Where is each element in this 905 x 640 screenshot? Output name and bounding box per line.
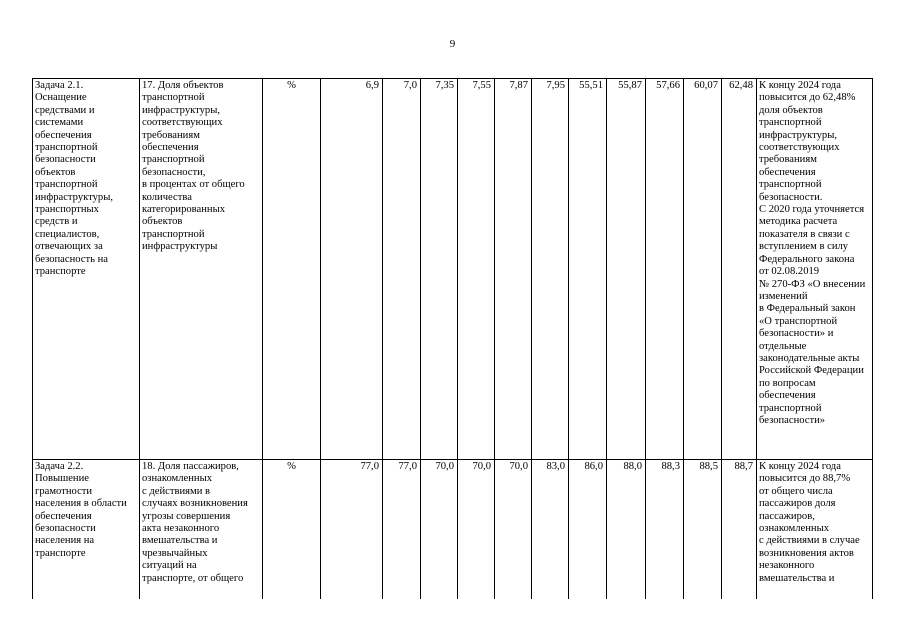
value-cell: 88,5 <box>684 460 722 600</box>
value-cell: 55,87 <box>607 79 646 460</box>
value-cell: 88,0 <box>607 460 646 600</box>
value-cell: 70,0 <box>421 460 458 600</box>
task-cell: Задача 2.2. Повышение грамотности населения в области обеспечения безопасности населения на транспорте <box>33 460 140 600</box>
unit-cell: % <box>263 79 321 460</box>
value-cell: 7,95 <box>532 79 569 460</box>
value-cell: 88,3 <box>646 460 684 600</box>
value-cell: 60,07 <box>684 79 722 460</box>
value-cell: 62,48 <box>722 79 757 460</box>
value-cell: 55,51 <box>569 79 607 460</box>
page-number: 9 <box>449 38 456 50</box>
table-row <box>33 460 873 600</box>
value-cell: 70,0 <box>495 460 532 600</box>
value-cell: 88,7 <box>722 460 757 600</box>
value-cell: 7,55 <box>458 79 495 460</box>
value-cell: 6,9 <box>321 79 383 460</box>
unit-cell: % <box>263 460 321 600</box>
note-cell: К концу 2024 года повысится до 88,7% от общего числа пассажиров доля пассажиров, ознакомленных с действиями в случае возникновения актов незаконного вмешательства и <box>757 460 873 600</box>
indicators-table <box>32 78 873 599</box>
value-cell: 86,0 <box>569 460 607 600</box>
value-cell: 57,66 <box>646 79 684 460</box>
value-cell: 7,35 <box>421 79 458 460</box>
value-cell: 77,0 <box>321 460 383 600</box>
value-cell: 77,0 <box>383 460 421 600</box>
note-cell: К концу 2024 года повысится до 62,48% доля объектов транспортной инфраструктуры, соответствующих требованиям обеспечения транспортной безопасности. С 2020 года уточняется методика расчета показателя в связи с вступлением в силу Федерального закона от 02.08.2019 № 270-ФЗ «О внесении изменений в Федеральный закон «О транспортной безопасности» и отдельные законодательные акты Российской Федерации по вопросам обеспечения транспортной безопасности» <box>757 79 873 460</box>
value-cell: 7,87 <box>495 79 532 460</box>
value-cell: 7,0 <box>383 79 421 460</box>
value-cell: 70,0 <box>458 460 495 600</box>
indicator-cell: 18. Доля пассажиров, ознакомленных с действиями в случаях возникновения угрозы совершения акта незаконного вмешательства и чрезвычайных ситуаций на транспорте, от общего <box>140 460 263 600</box>
table-row <box>33 79 873 460</box>
task-cell: Задача 2.1. Оснащение средствами и системами обеспечения транспортной безопасности объектов транспортной инфраструктуры, транспортных средств и специалистов, отвечающих за безопасность на транспорте <box>33 79 140 460</box>
indicator-cell: 17. Доля объектов транспортной инфраструктуры, соответствующих требованиям обеспечения транспортной безопасности, в процентах от общего количества категорированных объектов транспортной инфраструктуры <box>140 79 263 460</box>
value-cell: 83,0 <box>532 460 569 600</box>
